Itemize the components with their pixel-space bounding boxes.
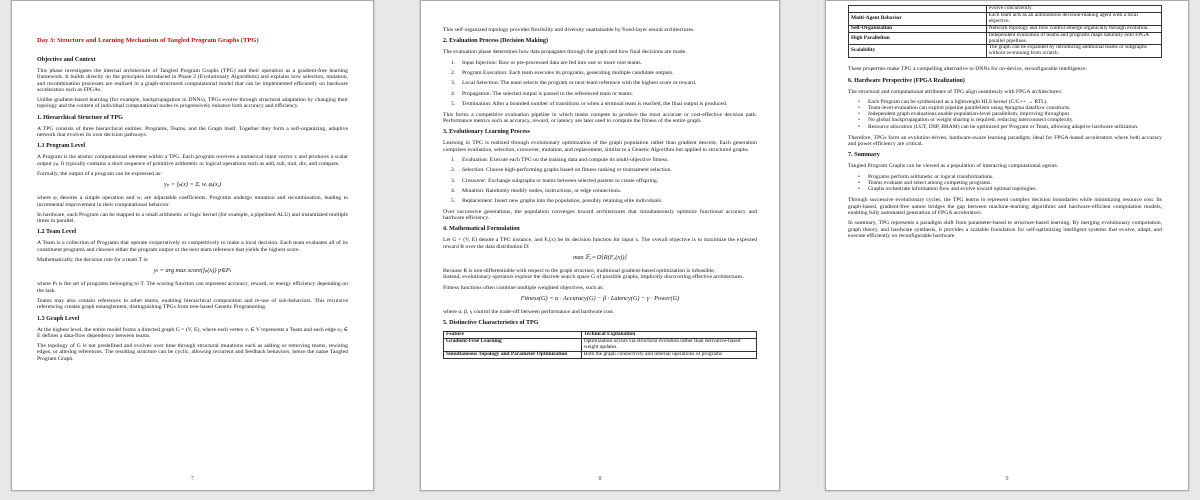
- paragraph: Tangled Program Graphs can be viewed as a population of interacting computational agents:: [848, 163, 1059, 170]
- table-row: [444, 339, 757, 352]
- list-text: Local Selection: The team selects the program or next-team reference with the highest score or reward.: [462, 80, 697, 87]
- document-page-8: [420, 0, 780, 491]
- paragraph: where α, β, γ control the trade-off between performance and hardware cost.: [443, 308, 615, 315]
- list-number: 2.: [451, 167, 456, 174]
- paragraph: This phase investigates the internal architecture of Tangled Program Graphs (TPG) and their operation as a gradient-free learning framework. It builds directly on the principles introduced in Phase 2 (Evolutionary Algorithms) and explains how selection, mutation, and recombination processes are realized in a graph-structured computational model that can be implemented efficiently on hardware accelerators such as FPGAs.: [37, 68, 348, 93]
- heading-section-1-1: 1.1 Program Level: [37, 143, 86, 150]
- characteristics-table: [443, 331, 757, 359]
- document-page-9: [825, 0, 1189, 491]
- list-text: Replacement: Insert new graphs into the population, possibly retaining elite individuals.: [462, 198, 663, 205]
- heading-section-5: 5. Distinctive Characteristics of TPG: [443, 320, 539, 327]
- list-number: 5.: [451, 101, 456, 108]
- list-text: Independent graph evaluations enable population-level parallelism, improving throughput.: [868, 111, 1071, 118]
- summary-bullet-list: [848, 174, 1162, 193]
- bullet-icon: •: [858, 173, 860, 180]
- hardware-bullet-list: [848, 99, 1162, 130]
- equation-team-decision: yₜ = arg max score(fₚ(x)) p∈Pₜ: [153, 267, 232, 275]
- paragraph: A Team is a collection of Programs that operate cooperatively or competitively to make a local decision. Each team evaluates all of its constituent programs and chooses either the program output or the next team reference that yields the highest score.: [37, 240, 348, 253]
- list-text: No global backpropagation or weight sharing is required, reducing interconnect complexity.: [868, 117, 1074, 124]
- paragraph: Formally, the output of a program can be expressed as:: [37, 170, 162, 177]
- bullet-icon: •: [858, 123, 860, 130]
- list-number: 4.: [451, 188, 456, 195]
- paragraph: Through successive evolutionary cycles, the TPG learns to represent complex decision boundaries while minimizing resource cost. Its graph-based, gradient-free nature bridges the gap between machine-learning algorithms and hardware-efficient computation models, enabling fully automated generation of FPGA accelerators.: [848, 197, 1162, 216]
- list-item: [451, 178, 757, 184]
- equation-program-output: yₚ = fₚ(x) = Σᵢ wᵢ φᵢ(xᵢ): [164, 181, 221, 189]
- paragraph: Let G = (V, E) denote a TPG instance, and Fₒ(x) be its decision function for input x. The overall objective is to maximize the expected reward R over the data distribution D:: [443, 237, 757, 250]
- paragraph: Fitness functions often combine multiple weighted objectives, such as:: [443, 284, 604, 291]
- table-cell: Gradient-Free Learning: [444, 339, 582, 352]
- table-cell: Optimization occurs via structural evolution rather than derivative-based weight updates.: [581, 339, 756, 352]
- table-header-cell: Feature: [444, 332, 582, 339]
- paragraph: This forms a competitive evaluation pipeline in which teams compete to produce the most accurate or cost-effective decision path. Performance metrics such as accuracy, reward, or latency are later used to compute the fitness of the entire graph.: [443, 111, 757, 124]
- list-number: 1.: [451, 156, 456, 163]
- page-number: 7: [191, 476, 194, 482]
- table-row: [849, 12, 1162, 25]
- list-item: [451, 80, 757, 86]
- list-text: Crossover: Exchange subgraphs or teams between selected parents to create offspring.: [462, 177, 659, 184]
- paragraph: where φᵢ denotes a simple operation and wᵢ are adjustable coefficients. Programs undergo mutation and recombination, leading to incremental improvement in their computational behavior.: [37, 195, 348, 208]
- list-text: Input Injection: Raw or pre-processed data are fed into one or more root teams.: [462, 59, 643, 66]
- list-text: Program Execution: Each team executes its programs, generating multiple candidate outputs.: [462, 70, 674, 76]
- paragraph: Because R is non-differentiable with respect to the graph structure, traditional gradient-based optimization is infeasible.: [443, 268, 716, 275]
- paragraph: This self-organized topology provides flexibility and diversity unattainable by fixed-layer neural architectures.: [443, 27, 695, 33]
- list-number: 4.: [451, 90, 456, 97]
- table-cell: evolve concurrently.: [986, 6, 1161, 13]
- list-item: [858, 124, 1162, 130]
- paragraph: where Pₜ is the set of programs belonging to T. The scoring function can represent accuracy, reward, or energy efficiency depending on the task.: [37, 281, 348, 294]
- list-text: Graphs orchestrate information flow and evolve toward optimal topologies.: [868, 186, 1037, 193]
- heading-section-3: 3. Evolutionary Learning Process: [443, 129, 530, 136]
- list-text: Teams evaluate and select among competing programs.: [868, 179, 992, 186]
- table-cell: Independent evaluation of teams and programs maps naturally onto FPGA parallel pipelines.: [986, 32, 1161, 45]
- list-text: Propagation: The selected output is passed to the referenced team or teams.: [462, 90, 634, 97]
- table-header-cell: Technical Explanation: [581, 332, 756, 339]
- paragraph: Learning in TPG is realized through evolutionary optimization of the graph population rather than gradient descent. Each generation comprises evaluation, selection, crossover, mutation, and replacement, similar to a Genetic Algorithm but applied to structured graphs.: [443, 140, 757, 153]
- table-cell: High Parallelism: [849, 32, 987, 45]
- heading-section-7: 7. Summary: [848, 152, 880, 159]
- list-item: [451, 188, 757, 194]
- table-cell: Each team acts as an autonomous decision-making agent with a local objective.: [986, 12, 1161, 25]
- paragraph: Over successive generations, the population converges toward architectures that simultaneously optimize functional accuracy and hardware efficiency.: [443, 208, 757, 222]
- list-item: [451, 167, 757, 173]
- list-item: [451, 198, 757, 204]
- table-row: [849, 45, 1162, 58]
- paragraph: The topology of G is not predefined and evolves over time through structural mutations such as adding or removing teams, rewiring edges, or altering references. The resulting structure can be cyclic, allowing recurrent and feedback behaviors, hence the name Tangled Program Graph.: [37, 343, 348, 362]
- table-cell: Both the graph connectivity and internal operations of programs: [581, 351, 756, 358]
- table-row: [444, 351, 757, 358]
- bullet-icon: •: [858, 111, 860, 118]
- bullet-icon: •: [858, 105, 860, 112]
- bullet-icon: •: [858, 98, 860, 105]
- list-item: [451, 101, 757, 107]
- page-number: 8: [598, 476, 602, 482]
- heading-section-1-3: 1.3 Graph Level: [37, 315, 80, 322]
- list-text: Team-level evaluation can exploit pipeline parallelism using #pragma dataflow constructs.: [868, 105, 1071, 112]
- list-number: 1.: [451, 59, 456, 66]
- equation-fitness: Fitness(G) = α · Accuracy(G) − β · Latency(G) − γ · Power(G): [520, 294, 680, 302]
- document-page-7: [11, 0, 374, 491]
- list-number: 5.: [451, 198, 456, 205]
- list-item: [858, 186, 1162, 192]
- heading-section-1-2: 1.2 Team Level: [37, 229, 77, 236]
- paragraph: Teams may also contain references to other teams, enabling hierarchical composition and re-use of sub-behaviors. This recursive referencing creates graph entanglement, distinguishing TPGs from tree-based Genetic Programming.: [37, 297, 348, 311]
- bullet-icon: •: [858, 117, 860, 124]
- paragraph: Therefore, TPGs form an evolution-driven, hardware-aware learning paradigm, ideal for FPGA-based accelerators where both accuracy and power efficiency are critical.: [848, 134, 1162, 148]
- list-text: Each Program can be synthesized as a lightweight HLS kernel (C/C++ → RTL).: [868, 98, 1048, 105]
- document-title: Day 3: Structure and Learning Mechanism of Tangled Program Graphs (TPG): [37, 37, 259, 44]
- list-item: [451, 60, 757, 66]
- table-row: [849, 32, 1162, 45]
- list-number: 3.: [451, 80, 456, 87]
- paragraph: A Program is the atomic computational element within a TPG. Each program receives a numerical input vector x and produces a scalar output yₚ. It typically contains a short sequence of primitive arithmetic or logical operations such as add, sub, mul, div, and compare.: [37, 154, 348, 167]
- list-item: [451, 70, 757, 76]
- evolution-steps-list: [443, 157, 757, 205]
- paragraph: Unlike gradient-based learning (for example, backpropagation in DNNs), TPGs evolve through structural adaptation by changing their topology and the content of individual computational nodes to progressively enhance both accuracy and efficiency.: [37, 97, 348, 110]
- heading-objective: Objective and Context: [37, 57, 96, 63]
- list-text: Selection: Choose high-performing graphs based on fitness ranking or tournament selection.: [462, 167, 672, 174]
- bullet-icon: •: [858, 186, 860, 193]
- list-number: 2.: [451, 70, 456, 76]
- list-number: 3.: [451, 177, 456, 184]
- paragraph: The evaluation phase determines how data propagates through the graph and how final decisions are made.: [443, 49, 687, 56]
- paragraph: In summary, TPG represents a paradigm shift from parameter-based to structure-based learning. By merging evolutionary computation, graph theory, and hardware synthesis, it provides a scalable foundation for self-optimizing intelligent systems that evolve, adapt, and execute efficiently on reconfigurable hardware.: [848, 220, 1162, 239]
- list-item: [451, 157, 757, 163]
- heading-section-6: 6. Hardware Perspective (FPGA Realization): [848, 77, 965, 84]
- table-cell: Multi-Agent Behavior: [849, 12, 987, 25]
- paragraph: In hardware, each Program can be mapped to a small arithmetic or logic kernel (for example, a pipelined ALU) and instantiated multiple times in parallel.: [37, 211, 348, 225]
- evaluation-steps-list: [443, 60, 757, 108]
- paragraph: At the highest level, the entire model forms a directed graph G = (V, E), where each vertex vᵢ ∈ V represents a Team and each edge eᵢⱼ ∈ E defines a data-flow dependency between teams.: [37, 326, 348, 339]
- table-cell: [849, 6, 987, 13]
- paragraph: Mathematically, the decision rule for a team T is:: [37, 257, 149, 264]
- heading-section-4: 4. Mathematical Formulation: [443, 226, 520, 233]
- paragraph: A TPG consists of three hierarchical entities: Programs, Teams, and the Graph itself. Together they form a self-organizing, adaptive network that evolves its own decision pathways.: [37, 125, 348, 139]
- list-item: [451, 91, 757, 97]
- heading-section-1: 1. Hierarchical Structure of TPG: [37, 114, 123, 121]
- table-cell: Network topology and flow control emerge organically through evolution.: [986, 25, 1161, 32]
- heading-section-2: 2. Evaluation Process (Decision Making): [443, 38, 549, 45]
- table-cell: Self-Organization: [849, 25, 987, 32]
- page-number: 9: [1005, 476, 1009, 482]
- list-text: Termination: After a bounded number of transitions or when a terminal team is reached, the final output is produced.: [462, 101, 728, 108]
- bullet-icon: •: [858, 179, 860, 186]
- list-text: Programs perform arithmetic or logical transformations.: [868, 173, 994, 180]
- list-text: Resource allocation (LUT, DSP, BRAM) can be optimized per Program or Team, allowing adaptive hardware utilization.: [868, 123, 1139, 130]
- table-cell: The graph can be expanded by introducing additional teams or subgraphs without re-training from scratch.: [986, 45, 1161, 58]
- equation-objective: max 𝔼ₓ∼D[R(Fₒ(x))]: [573, 254, 627, 262]
- table-cell: Simultaneous Topology and Parameter Optimization: [444, 351, 582, 358]
- paragraph: Instead, evolutionary operators explore the discrete search space G of possible graphs, implicitly discovering effective architectures.: [443, 274, 744, 281]
- list-text: Evaluation: Execute each TPG on the training data and compute its multi-objective fitness.: [462, 156, 669, 163]
- paragraph: The structural and computational attributes of TPG align seamlessly with FPGA architectures:: [848, 88, 1063, 95]
- table-cell: Scalability: [849, 45, 987, 58]
- paragraph: These properties make TPG a compelling alternative to DNNs for on-device, reconfigurable intelligence.: [848, 66, 1087, 73]
- list-text: Mutation: Randomly modify nodes, instructions, or edge connections.: [462, 188, 622, 195]
- characteristics-table-continued: [848, 5, 1162, 58]
